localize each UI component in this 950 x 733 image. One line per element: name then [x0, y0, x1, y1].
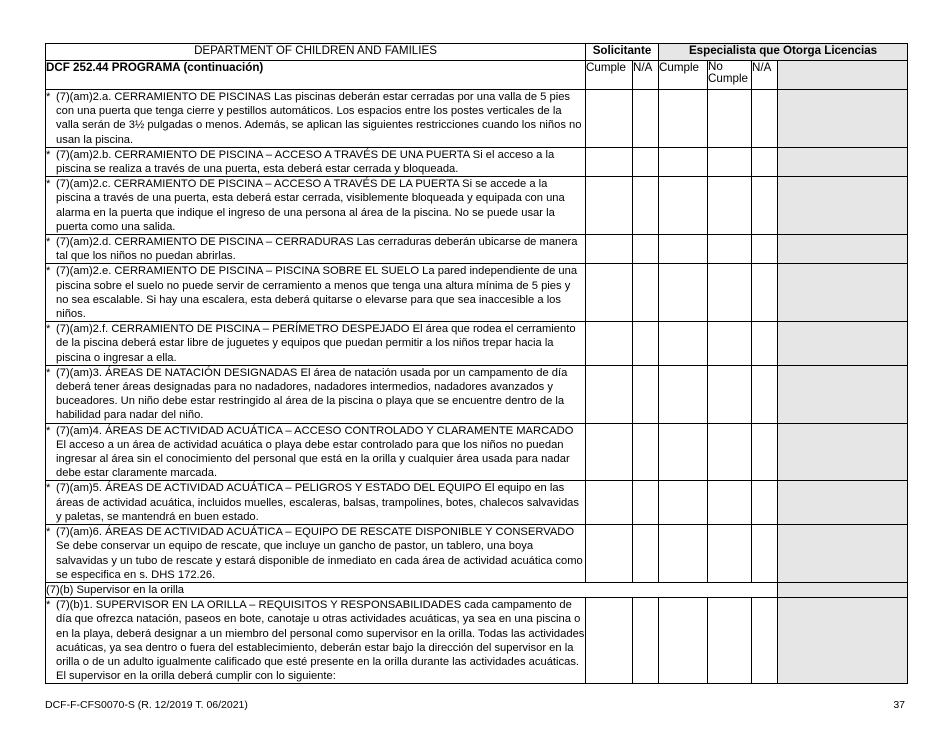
section-title: DCF 252.44 PROGRAMA (continuación) [46, 61, 586, 90]
shaded-cell [778, 481, 908, 525]
table-row [46, 177, 908, 235]
specialist-na-checkbox[interactable] [752, 264, 778, 322]
applicant-cumple-checkbox[interactable] [586, 147, 633, 176]
shaded-cell [778, 264, 908, 322]
specialist-cumple-checkbox[interactable] [659, 481, 708, 525]
applicant-cumple-checkbox[interactable] [586, 423, 633, 481]
requirement-cell [46, 525, 586, 583]
requirement-cell [46, 235, 586, 264]
applicant-header: Solicitante [586, 44, 659, 61]
requirement-text: (7)(am)4. ÁREAS DE ACTIVIDAD ACUÁTICA – ACCESO CONTROLADO Y CLARAMENTE MARCADO El acceso a un área de actividad acuática o playa debe estar controlado para que los niños no puedan ingresar al área sin el conocimiento del personal que está en la orilla y cualquier área usada para nadar debe estar claramente marcada. [56, 424, 574, 480]
applicant-cumple-checkbox[interactable] [586, 90, 633, 148]
required-marker: * [46, 91, 51, 103]
required-marker: * [46, 178, 51, 191]
requirement-cell [46, 90, 586, 148]
specialist-na-checkbox[interactable] [752, 147, 778, 176]
applicant-cumple-checkbox[interactable] [586, 177, 633, 235]
specialist-cumple-checkbox[interactable] [659, 322, 708, 366]
applicant-na-checkbox[interactable] [633, 177, 659, 235]
required-marker: * [46, 265, 51, 278]
checklist-table [45, 43, 908, 684]
shaded-cell [778, 235, 908, 264]
specialist-cumple-checkbox[interactable] [659, 177, 708, 235]
section-heading: (7)(b) Supervisor en la orilla [46, 582, 778, 597]
specialist-na-checkbox[interactable] [752, 481, 778, 525]
specialist-cumple-checkbox[interactable] [659, 525, 708, 583]
table-row [46, 322, 908, 366]
shaded-cell [778, 90, 908, 148]
applicant-na-checkbox[interactable] [633, 365, 659, 423]
no-cumple-col-header [708, 61, 752, 90]
specialist-no-cumple-checkbox[interactable] [708, 322, 752, 366]
applicant-cumple-checkbox[interactable] [586, 322, 633, 366]
requirement-text: (7)(b)1. SUPERVISOR EN LA ORILLA – REQUISITOS Y RESPONSABILIDADES cada campamento de día que ofrezca natación, paseos en bote, canotaje u otras actividades acuáticas, ya sea en una piscina o en la playa, deberá designar a un miembro del personal como supervisor en la orilla. Todas las actividades acuáticas, ya sea dentro o fuera del establecimiento, deberán estar bajo la dirección del supervisor en la orilla o de un adulto igualmente calificado que esté presente en la orilla durante las actividades acuáticas. El supervisor en la orilla deberá cumplir con lo siguiente: [56, 599, 585, 683]
shaded-cell [778, 322, 908, 366]
applicant-cumple-checkbox[interactable] [586, 235, 633, 264]
specialist-na-checkbox[interactable] [752, 525, 778, 583]
specialist-cumple-checkbox[interactable] [659, 598, 708, 684]
specialist-na-checkbox[interactable] [752, 90, 778, 148]
requirement-text: (7)(am)2.f. CERRAMIENTO DE PISCINA – PERÍMETRO DESPEJADO El área que rodea el cerramiento de la piscina deberá estar libre de juguetes y equipos que puedan permitir a los niños trepar hacia la piscina o ingresar a ella. [56, 323, 576, 364]
specialist-na-checkbox[interactable] [752, 423, 778, 481]
specialist-no-cumple-checkbox[interactable] [708, 147, 752, 176]
specialist-header: Especialista que Otorga Licencias [659, 44, 908, 61]
page-number: 37 [893, 699, 905, 711]
requirement-cell [46, 264, 586, 322]
shaded-cell [778, 423, 908, 481]
shaded-cell [778, 61, 908, 90]
specialist-na-checkbox[interactable] [752, 177, 778, 235]
shaded-cell [778, 582, 908, 597]
table-row [46, 264, 908, 322]
applicant-na-checkbox[interactable] [633, 264, 659, 322]
specialist-no-cumple-checkbox[interactable] [708, 423, 752, 481]
shaded-cell [778, 598, 908, 684]
specialist-cumple-checkbox[interactable] [659, 90, 708, 148]
requirement-cell [46, 365, 586, 423]
specialist-na-checkbox[interactable] [752, 365, 778, 423]
department-header: DEPARTMENT OF CHILDREN AND FAMILIES [46, 44, 586, 61]
requirement-cell [46, 322, 586, 366]
requirement-text: (7)(am)2.e. CERRAMIENTO DE PISCINA – PISCINA SOBRE EL SUELO La pared independiente de una piscina sobre el suelo no puede servir de cerramiento a menos que tenga una altura mínima de 5 pies y no sea escalable. Si hay una escalera, esta deberá quitarse o elevarse para que sea inaccesible a los niños. [56, 265, 578, 321]
required-marker: * [46, 236, 51, 249]
required-marker: * [46, 366, 51, 379]
shaded-cell [778, 147, 908, 176]
subheader-row [46, 61, 908, 90]
required-marker: * [46, 148, 51, 161]
table-row [46, 481, 908, 525]
applicant-cumple-checkbox[interactable] [586, 365, 633, 423]
specialist-na-checkbox[interactable] [752, 322, 778, 366]
required-marker: * [46, 526, 51, 539]
specialist-no-cumple-checkbox[interactable] [708, 264, 752, 322]
required-marker: * [46, 482, 51, 495]
requirement-cell [46, 147, 586, 176]
applicant-cumple-checkbox[interactable] [586, 598, 633, 684]
requirement-text: (7)(am)3. ÁREAS DE NATACIÓN DESIGNADAS El área de natación usada por un campamento de día deberá tener áreas designadas para no nadadores, nadadores intermedios, nadadores avanzados y buceadores. Un niño debe estar restringido al área de la piscina o playa que se encuentre dentro de la habilidad para nadar del niño. [56, 366, 568, 422]
form-id: DCF-F-CFS0070-S (R. 12/2019 T. 06/2021) [45, 699, 248, 711]
requirement-cell [46, 177, 586, 235]
specialist-no-cumple-checkbox[interactable] [708, 598, 752, 684]
cumple-specialist-col-header: Cumple [659, 61, 708, 90]
na-specialist-col-header: N/A [752, 61, 778, 90]
no-cumple-line2: Cumple [708, 72, 748, 85]
specialist-na-checkbox[interactable] [752, 235, 778, 264]
requirement-text: (7)(am)6. ÁREAS DE ACTIVIDAD ACUÁTICA – EQUIPO DE RESCATE DISPONIBLE Y CONSERVADO Se debe conservar un equipo de rescate, que incluye un gancho de pastor, un tablero, una boya salvavidas y un tubo de rescate y estará disponible de inmediato en cada área de actividad acuática como se especifica en s. DHS 172.26. [56, 526, 583, 581]
table-row [46, 235, 908, 264]
table-row [46, 90, 908, 148]
specialist-cumple-checkbox[interactable] [659, 365, 708, 423]
applicant-na-checkbox[interactable] [633, 525, 659, 583]
specialist-na-checkbox[interactable] [752, 598, 778, 684]
applicant-na-checkbox[interactable] [633, 147, 659, 176]
table-row [46, 423, 908, 481]
applicant-na-checkbox[interactable] [633, 90, 659, 148]
specialist-no-cumple-checkbox[interactable] [708, 235, 752, 264]
specialist-no-cumple-checkbox[interactable] [708, 365, 752, 423]
table-row [46, 365, 908, 423]
table-row [46, 525, 908, 583]
requirement-cell [46, 481, 586, 525]
no-cumple-line1: No [708, 60, 723, 73]
shaded-cell [778, 365, 908, 423]
specialist-cumple-checkbox[interactable] [659, 423, 708, 481]
applicant-na-checkbox[interactable] [633, 423, 659, 481]
applicant-cumple-checkbox[interactable] [586, 264, 633, 322]
specialist-cumple-checkbox[interactable] [659, 147, 708, 176]
specialist-no-cumple-checkbox[interactable] [708, 90, 752, 148]
requirement-text: (7)(am)5. ÁREAS DE ACTIVIDAD ACUÁTICA – PELIGROS Y ESTADO DEL EQUIPO El equipo en las áreas de actividad acuática, incluidos muelles, escaleras, balsas, trampolines, botes, chalecos salvavidas y paletas, se mantendrá en buen estado. [56, 482, 579, 523]
na-col-header: N/A [633, 61, 659, 90]
table-row [46, 147, 908, 176]
applicant-na-checkbox[interactable] [633, 235, 659, 264]
requirement-text: (7)(am)2.a. CERRAMIENTO DE PISCINAS Las piscinas deberán estar cerradas por una valla de 5 pies con una puerta que tenga cierre y pestillos automáticos. Los espacios entre los postes verticales de la valla serán de 3½ pulgadas o menos. Además, se aplican las siguientes restricciones cuando los niños no usan la piscina. [56, 91, 582, 146]
specialist-no-cumple-checkbox[interactable] [708, 481, 752, 525]
cumple-col-header: Cumple [586, 61, 633, 90]
required-marker: * [46, 323, 51, 336]
applicant-cumple-checkbox[interactable] [586, 481, 633, 525]
specialist-no-cumple-checkbox[interactable] [708, 177, 752, 235]
specialist-cumple-checkbox[interactable] [659, 235, 708, 264]
required-marker: * [46, 424, 51, 437]
table-row [46, 598, 908, 684]
header-row [46, 44, 908, 61]
applicant-na-checkbox[interactable] [633, 481, 659, 525]
requirement-text: (7)(am)2.b. CERRAMIENTO DE PISCINA – ACCESO A TRAVÉS DE UNA PUERTA Si el acceso a la piscina se realiza a través de una puerta, esta deberá estar cerrada y bloqueada. [56, 148, 555, 176]
specialist-cumple-checkbox[interactable] [659, 264, 708, 322]
section-row [46, 582, 908, 597]
requirement-cell [46, 423, 586, 481]
requirement-text: (7)(am)2.d. CERRAMIENTO DE PISCINA – CERRADURAS Las cerraduras deberán ubicarse de manera tal que los niños no puedan abrirlas. [56, 236, 578, 263]
required-marker: * [46, 599, 51, 612]
shaded-cell [778, 177, 908, 235]
applicant-na-checkbox[interactable] [633, 322, 659, 366]
requirement-text: (7)(am)2.c. CERRAMIENTO DE PISCINA – ACCESO A TRAVÉS DE LA PUERTA Si se accede a la piscina a través de una puerta, esta deberá estar cerrada, visiblemente bloqueada y equipada con una alarma en la puerta que indique el ingreso de una persona al área de la piscina. No se puede usar la puerta como una salida. [56, 178, 565, 233]
applicant-na-checkbox[interactable] [633, 598, 659, 684]
specialist-no-cumple-checkbox[interactable] [708, 525, 752, 583]
applicant-cumple-checkbox[interactable] [586, 525, 633, 583]
requirement-cell [46, 598, 586, 684]
shaded-cell [778, 525, 908, 583]
